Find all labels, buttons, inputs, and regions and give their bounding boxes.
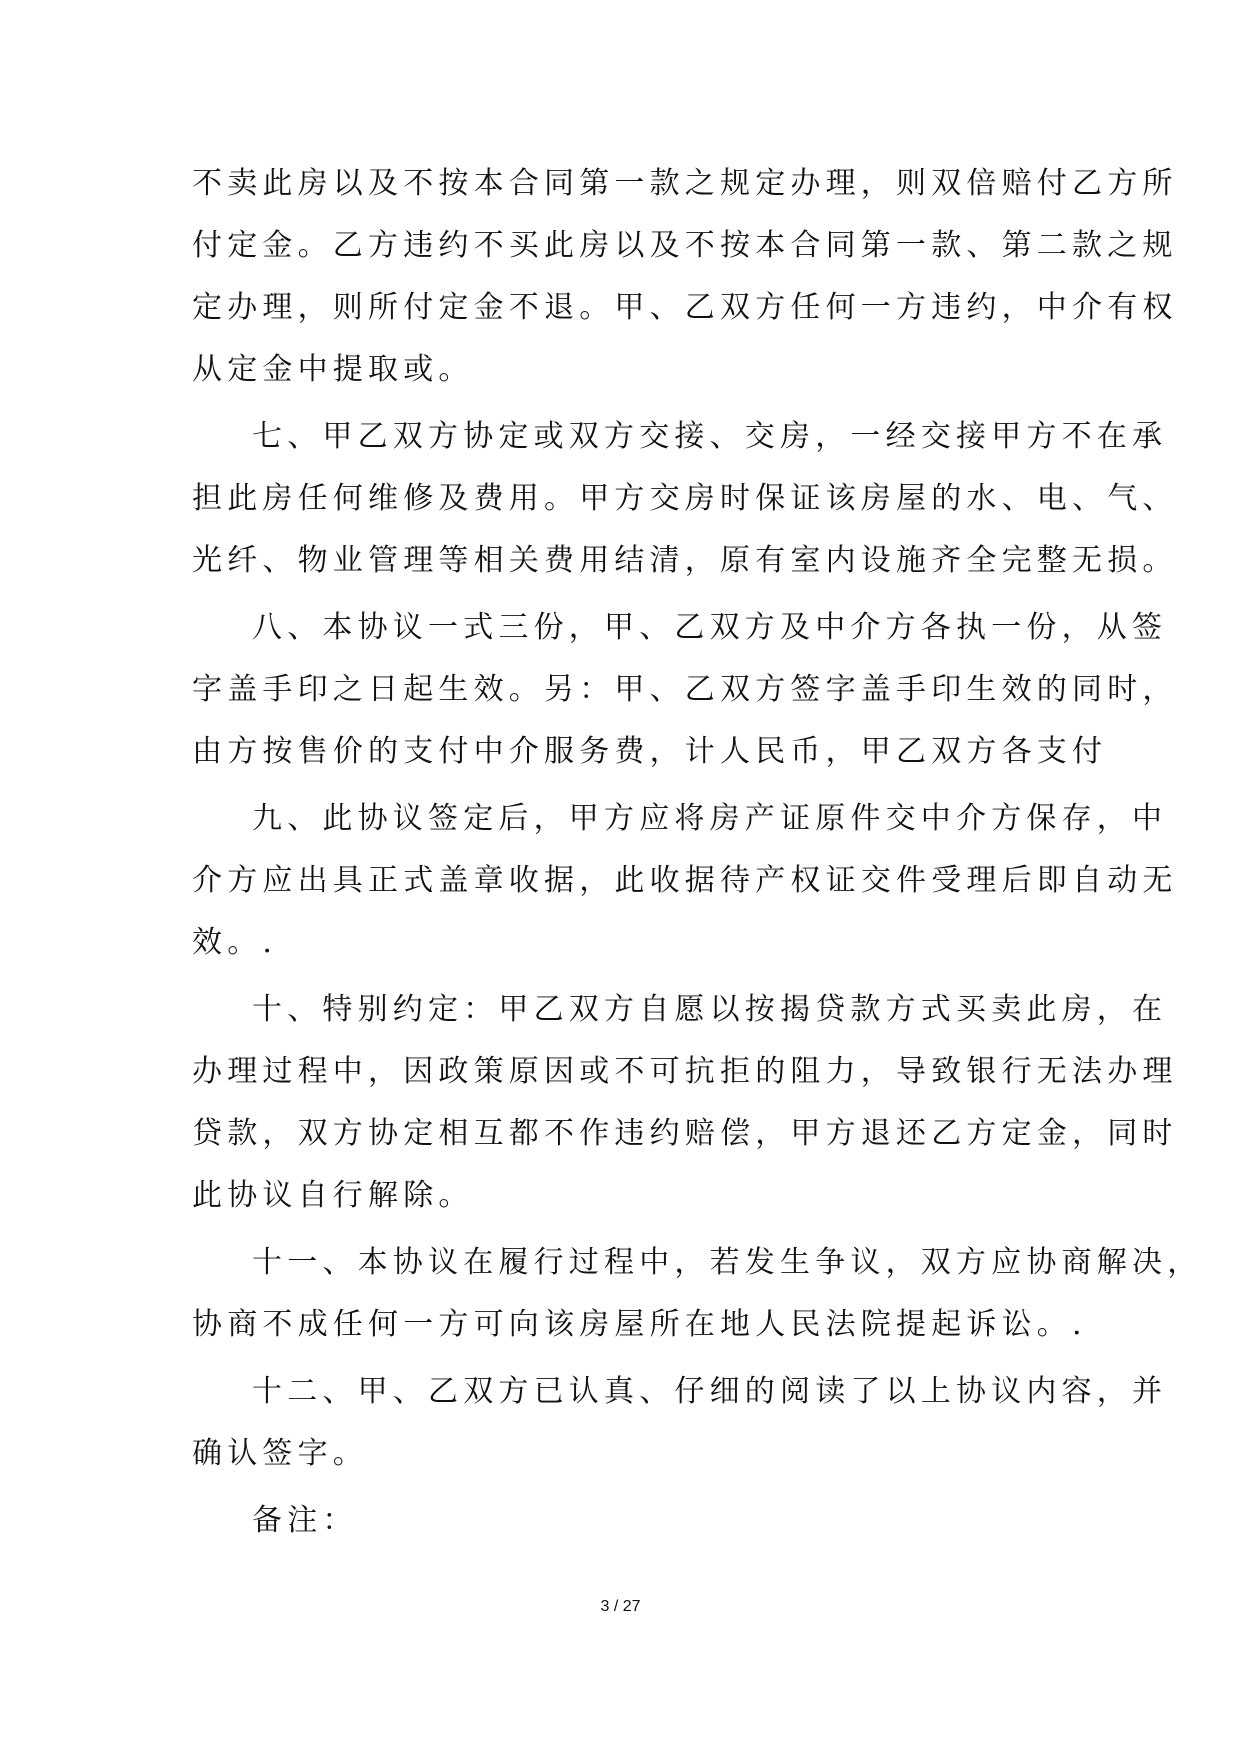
text-line: 协商不成任何一方可向该房屋所在地人民法院提起诉讼。. [192, 1307, 1087, 1342]
text-line: 付定金。乙方违约不买此房以及不按本合同第一款、第二款之规 [192, 228, 1178, 263]
text-line: 由方按售价的支付中介服务费，计人民币，甲乙双方各支付 [192, 734, 1108, 769]
text-line: 此协议自行解除。 [192, 1178, 474, 1213]
text-line: 效。. [192, 925, 278, 960]
text-line: 贷款，双方协定相互都不作违约赔偿，甲方退还乙方定金，同时 [192, 1116, 1178, 1151]
paragraph-9-line: 九、此协议签定后，甲方应将房产证原件交中介方保存，中 [252, 801, 1168, 836]
paragraph-11-line: 十一、本协议在履行过程中，若发生争议，双方应协商解决， [252, 1245, 1203, 1280]
paragraph-12-line: 十二、甲、乙双方已认真、仔细的阅读了以上协议内容，并 [252, 1374, 1168, 1409]
remarks-label: 备注： [252, 1503, 358, 1538]
text-line: 光纤、物业管理等相关费用结清，原有室内设施齐全完整无损。 [192, 543, 1178, 578]
text-line: 办理过程中，因政策原因或不可抗拒的阻力，导致银行无法办理 [192, 1054, 1178, 1089]
text-line: 不卖此房以及不按本合同第一款之规定办理，则双倍赔付乙方所 [192, 166, 1178, 201]
page-number: 3 / 27 [600, 1598, 641, 1615]
text-line: 定办理，则所付定金不退。甲、乙双方任何一方违约，中介有权 [192, 290, 1178, 325]
text-line: 介方应出具正式盖章收据，此收据待产权证交件受理后即自动无 [192, 863, 1178, 898]
paragraph-10-line: 十、特别约定：甲乙双方自愿以按揭贷款方式买卖此房，在 [252, 992, 1168, 1027]
text-line: 字盖手印之日起生效。另：甲、乙双方签字盖手印生效的同时， [192, 672, 1178, 707]
text-line: 从定金中提取或。 [192, 352, 474, 387]
text-line: 担此房任何维修及费用。甲方交房时保证该房屋的水、电、气、 [192, 481, 1178, 516]
text-line: 确认签字。 [192, 1436, 368, 1471]
paragraph-7-line: 七、甲乙双方协定或双方交接、交房，一经交接甲方不在承 [252, 419, 1168, 454]
paragraph-8-line: 八、本协议一式三份，甲、乙双方及中介方各执一份，从签 [252, 610, 1168, 645]
